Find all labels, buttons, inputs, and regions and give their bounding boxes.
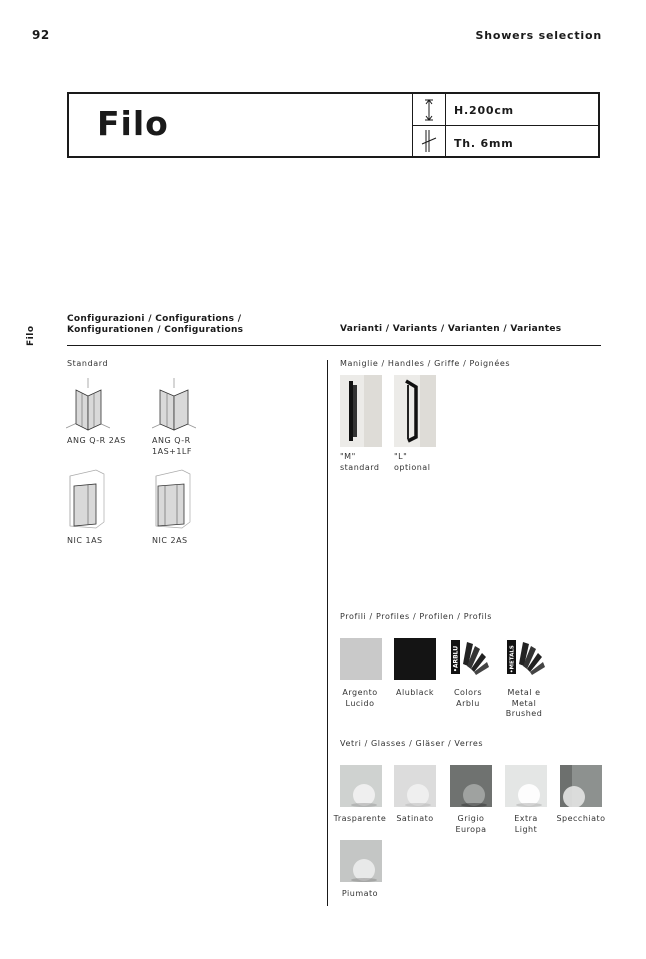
handle-caption-line2: optional xyxy=(394,462,431,472)
handle-m-image xyxy=(340,375,382,447)
configurations-heading-line2: Konfigurationen / Configurations xyxy=(67,325,244,335)
handle-caption-line1: "L" xyxy=(394,452,408,461)
config-label-line1: NIC 1AS xyxy=(67,536,103,545)
glass-swatch-specchiato xyxy=(560,765,602,807)
height-spec: H.200cm xyxy=(454,104,514,117)
glass-swatch-piumato xyxy=(340,840,382,882)
spec-icon-column xyxy=(412,94,446,156)
profile-caption xyxy=(385,688,445,699)
profile-swatch-alublack xyxy=(394,638,436,680)
handles-label: Maniglie / Handles / Griffe / Poignées xyxy=(340,359,511,368)
config-label xyxy=(67,536,103,547)
profile-caption-line2: Arblu xyxy=(456,698,480,708)
config-diagram-ang-2as xyxy=(66,378,110,436)
glass-caption-line1: Specchiato xyxy=(556,814,606,823)
config-label xyxy=(152,436,192,457)
glass-caption xyxy=(330,814,390,825)
glass-caption-line1: Grigio xyxy=(457,814,485,823)
metals-fan xyxy=(505,638,549,680)
config-label-line2: 1AS+1LF xyxy=(152,446,192,456)
standard-label: Standard xyxy=(67,359,109,368)
thickness-icon xyxy=(421,130,437,152)
column-divider xyxy=(327,360,328,906)
glass-caption xyxy=(330,889,390,900)
profile-caption-line1: Alublack xyxy=(396,688,434,697)
glass-swatch-extra-light xyxy=(505,765,547,807)
spec-divider xyxy=(444,125,598,126)
glass-swatch-satinato xyxy=(394,765,436,807)
product-name: Filo xyxy=(97,104,169,143)
handle-caption xyxy=(340,452,379,473)
config-diagram-nic-1as xyxy=(66,468,108,532)
glass-swatch-grigio-europa xyxy=(450,765,492,807)
config-diagram-ang-1as1lf xyxy=(152,378,196,436)
glass-caption-line2: Light xyxy=(514,824,538,834)
profile-caption-line1: Colors xyxy=(453,688,483,697)
product-header-box xyxy=(67,92,600,158)
glass-caption-line1: Satinato xyxy=(396,814,434,823)
glass-swatch-trasparente xyxy=(340,765,382,807)
profile-caption-line2: Lucido xyxy=(345,698,375,708)
glass-caption-line1: Piumato xyxy=(341,889,379,898)
glasses-label: Vetri / Glasses / Gläser / Verres xyxy=(340,739,484,748)
profile-caption xyxy=(330,688,390,709)
arblu-badge-text: •ARBLU xyxy=(452,645,460,672)
profile-caption-line3: Brushed xyxy=(505,709,543,718)
handle-l-image xyxy=(394,375,436,447)
glass-caption-line2: Europa xyxy=(455,824,487,834)
metals-badge-text: •METALS xyxy=(509,645,516,673)
section-title: Showers selection xyxy=(475,29,602,42)
configurations-heading xyxy=(67,314,243,336)
variants-heading: Varianti / Variants / Varianten / Variantes xyxy=(340,324,562,334)
glass-caption xyxy=(551,814,611,825)
glass-caption xyxy=(441,814,501,835)
config-label-line1: NIC 2AS xyxy=(152,536,188,545)
heading-rule xyxy=(67,345,601,346)
colors-arblu-fan xyxy=(449,638,493,680)
glass-caption xyxy=(496,814,556,835)
glass-caption-line1: Extra xyxy=(514,814,538,823)
config-label xyxy=(152,536,188,547)
page-number: 92 xyxy=(32,28,50,42)
height-icon xyxy=(422,99,436,121)
profile-caption-line1: Metal e xyxy=(507,688,541,697)
profile-caption-line1: Argento xyxy=(342,688,378,697)
configurations-heading-line1: Configurazioni / Configurations / xyxy=(67,314,242,324)
profiles-label: Profili / Profiles / Profilen / Profils xyxy=(340,612,493,621)
side-label: Filo xyxy=(26,325,36,346)
glass-caption-line1: Trasparente xyxy=(333,814,387,823)
config-label xyxy=(67,436,126,447)
handle-caption xyxy=(394,452,430,473)
config-diagram-nic-2as xyxy=(152,468,194,532)
config-label-line1: ANG Q-R 2AS xyxy=(67,436,126,445)
profile-swatch-argento-lucido xyxy=(340,638,382,680)
handle-caption-line1: "M" xyxy=(340,452,356,461)
glass-caption xyxy=(385,814,445,825)
profile-caption-line2: Metal xyxy=(511,698,537,708)
profile-caption xyxy=(494,688,554,720)
profile-caption xyxy=(438,688,498,709)
spec-icon-divider xyxy=(413,125,445,126)
config-label-line1: ANG Q-R xyxy=(152,436,191,445)
thickness-spec: Th. 6mm xyxy=(454,137,514,150)
handle-caption-line2: standard xyxy=(340,462,380,472)
